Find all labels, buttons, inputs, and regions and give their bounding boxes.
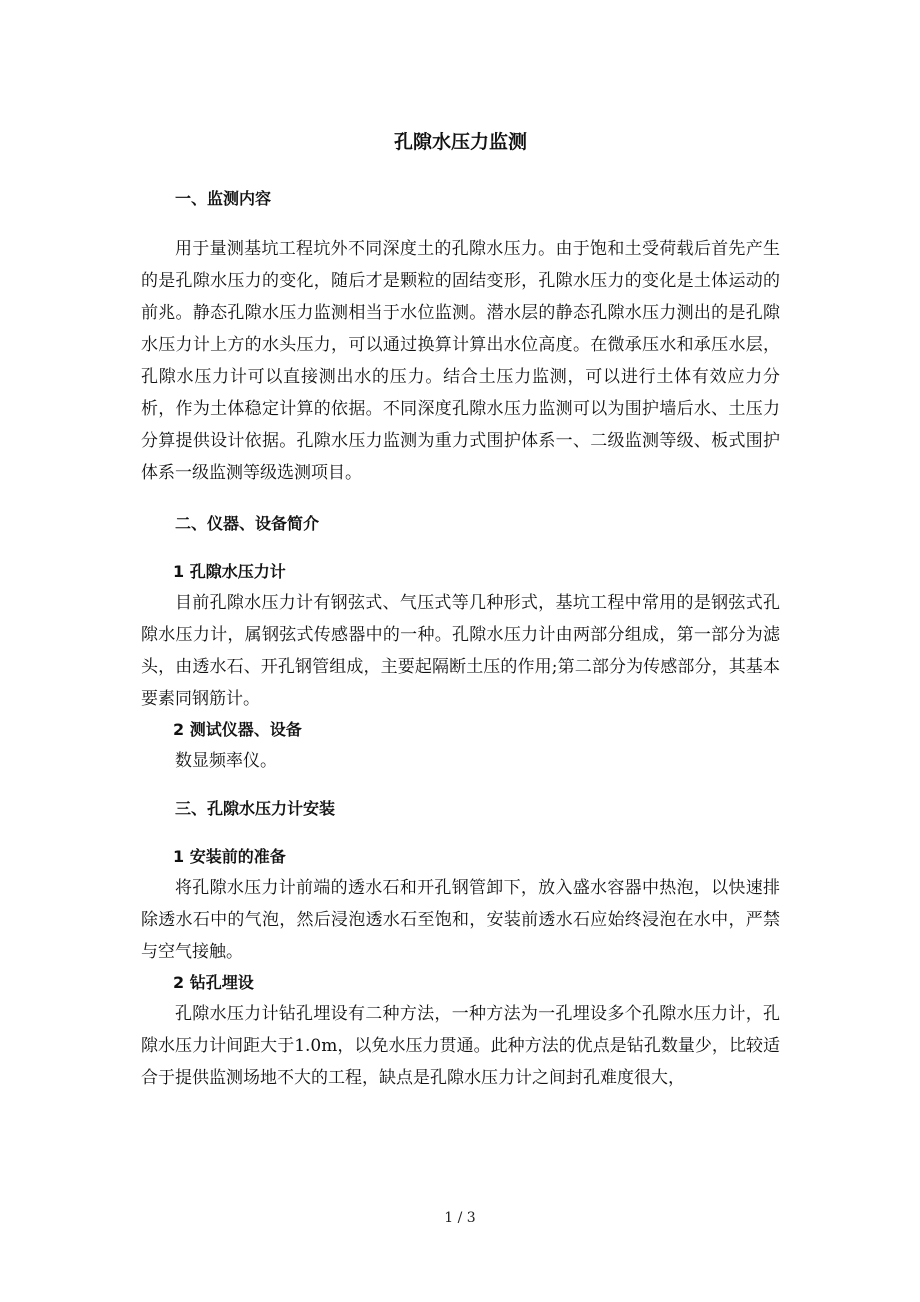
section-heading-instruments: 二、仪器、设备简介 [175,514,320,533]
page-number: 1 / 3 [444,1210,476,1226]
paragraph-pore-pressure-gauge: 目前孔隙水压力计有钢弦式、气压式等几种形式，基坑工程中常用的是钢弦式孔隙水压力计，属钢弦式传感器中的一种。孔隙水压力计由两部分组成，第一部分为滤头，由透水石、开孔钢管组成，主要起隔断土压的作用;第二部分为传感部分，其基本要素同钢筋计。 [141,593,780,709]
page-title: 孔隙水压力监测 [393,131,527,153]
subheading-test-equipment: 2 测试仪器、设备 [173,720,302,739]
section-paragraph-monitoring-content: 用于量测基坑工程坑外不同深度土的孔隙水压力。由于饱和土受荷载后首先产生的是孔隙水压力的变化，随后才是颗粒的固结变形，孔隙水压力的变化是土体运动的前兆。静态孔隙水压力监测相当于水位监测。潜水层的静态孔隙水压力测出的是孔隙水压力计上方的水头压力，可以通过换算计算出水位高度。在微承压水和承压水层，孔隙水压力计可以直接测出水的压力。结合土压力监测，可以进行土体有效应力分析，作为土体稳定计算的依据。不同深度孔隙水压力监测可以为围护墙后水、土压力分算提供设计依据。孔隙水压力监测为重力式围护体系一、二级监测等级、板式围护体系一级监测等级选测项目。 [141,239,780,483]
paragraph-test-equipment: 数显频率仪。 [175,751,277,771]
document-body [141,126,780,1094]
subheading-borehole-embedding: 2 钻孔埋设 [173,973,254,992]
subheading-pore-pressure-gauge: 1 孔隙水压力计 [173,562,286,581]
section-heading-installation: 三、孔隙水压力计安装 [175,799,336,818]
paragraph-borehole-embedding: 孔隙水压力计钻孔埋设有二种方法，一种方法为一孔埋设多个孔隙水压力计，孔隙水压力计间距大于1.0m，以免水压力贯通。此种方法的优点是钻孔数量少，比较适合于提供监测场地不大的工程，缺点是孔隙水压力计之间封孔难度很大， [141,1004,780,1088]
paragraph-preparation: 将孔隙水压力计前端的透水石和开孔钢管卸下，放入盛水容器中热泡，以快速排除透水石中的气泡，然后浸泡透水石至饱和，安装前透水石应始终浸泡在水中，严禁与空气接触。 [141,878,780,962]
subheading-preparation: 1 安装前的准备 [173,847,286,866]
section-heading-monitoring-content: 一、监测内容 [175,189,272,208]
